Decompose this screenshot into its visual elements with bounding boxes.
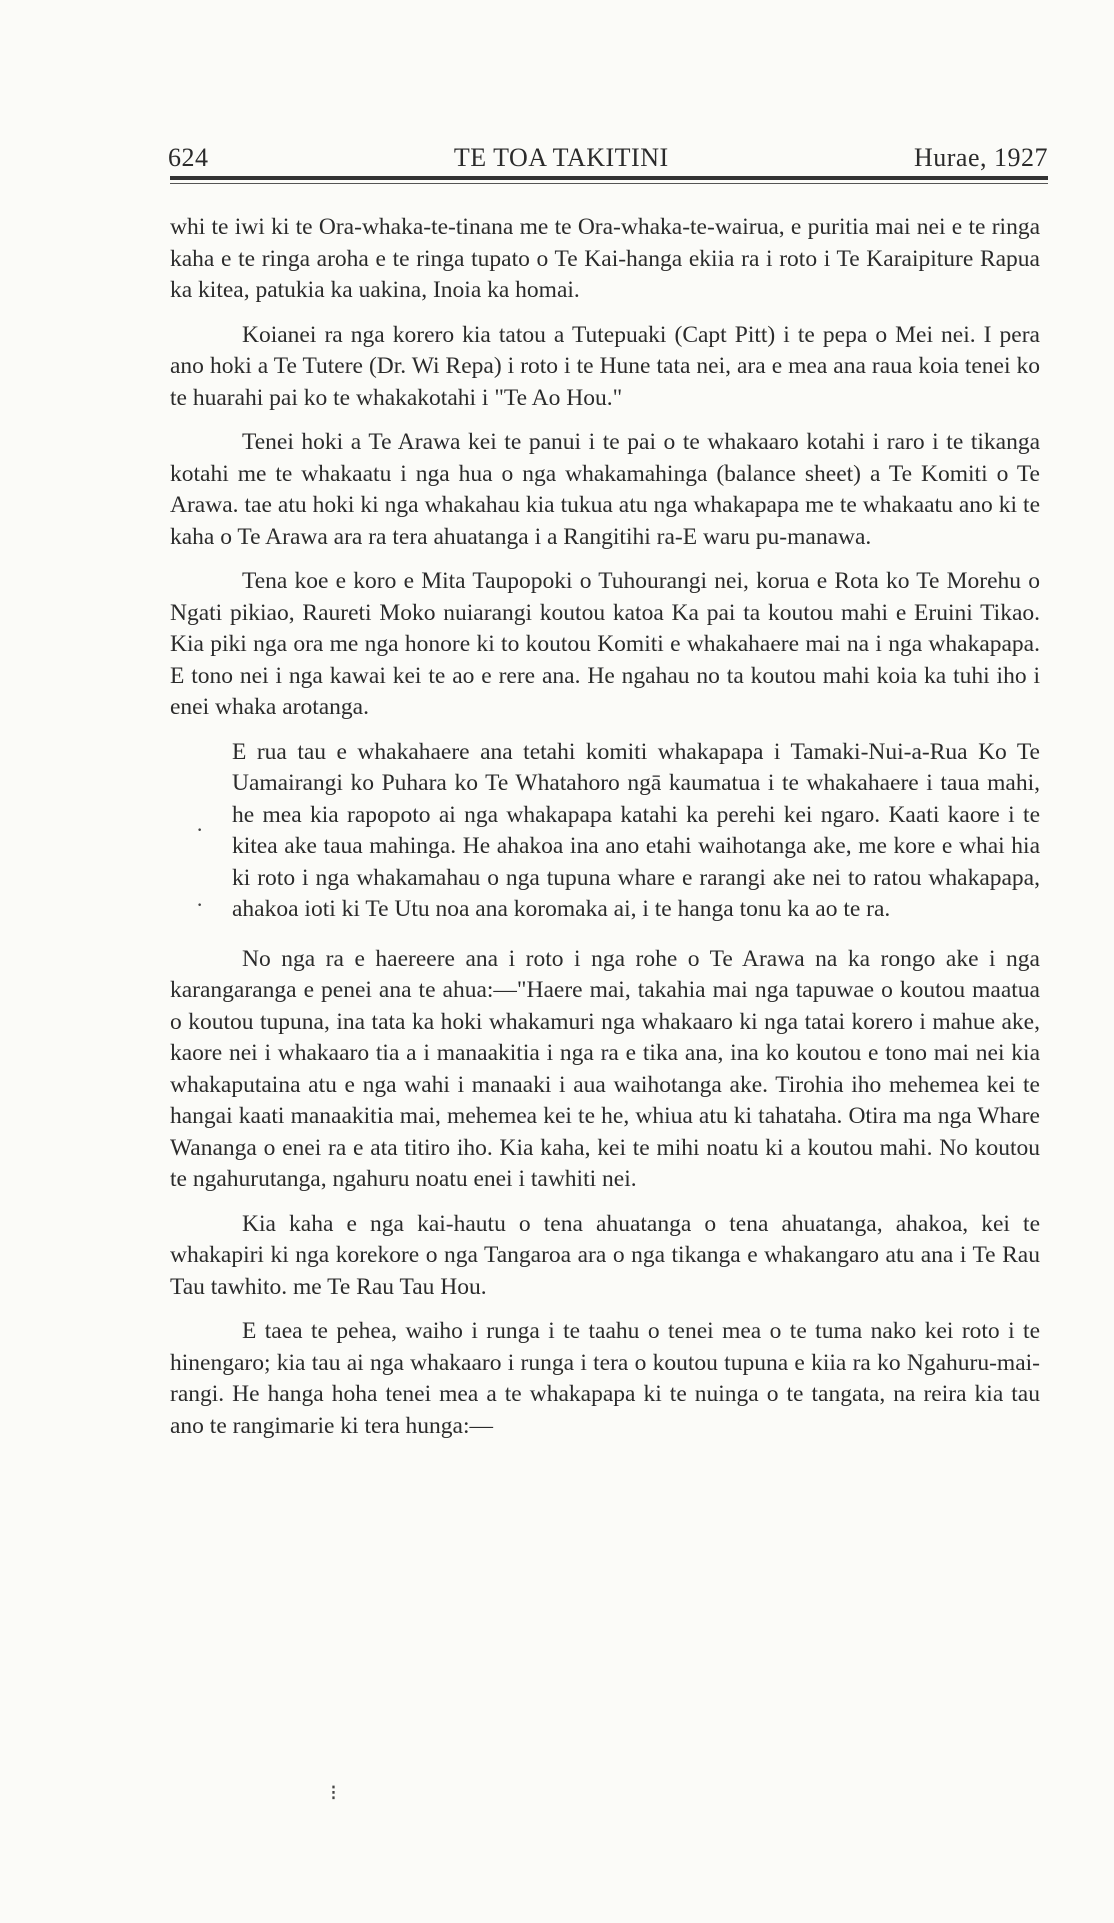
margin-mark: ·	[196, 817, 204, 842]
page-number: 624	[168, 143, 209, 172]
paragraph: No nga ra e haereere ana i roto i nga rohe o Te Arawa na ka rongo ake i nga karangaranga e penei ana te ahua:—"Haere mai, takahia mai nga tapuwae o koutou maatua o koutou tupuna, ina tata ka hoki whakamuri nga whakaaro ki nga tatai korero i mahue ake, kaore nei i whakaaro tia a i manaakitia i nga ra e tika ana, ina ko koutou e tono mai nei kia whakaputaina atu e nga wahi i manaaki i aua waihotanga ake. Tirohia iho mehemea kei te hangai kaati manaakitia mai, mehemea kei te he, whiua atu ki tahataha. Otira ma nga Whare Wananga o enei ra e ata titiro iho. Kia kaha, kei te mihi noatu ki a koutou mahi. No koutou te ngahurutanga, ngahuru noatu enei i tawhiti nei.	[170, 945, 1040, 1192]
paragraph: Koianei ra nga korero kia tatou a Tutepuaki (Capt Pitt) i te pepa o Mei nei. I pera ano hoki a Te Tutere (Dr. Wi Repa) i roto i te Hune tata nei, ara e mea ana raua koia tenei ko te huarahi pai ko te whakakotahi i "Te Ao Hou."	[170, 321, 1040, 411]
stray-ink-mark: ⁝	[330, 1780, 337, 1805]
paragraph: Tena koe e koro e Mita Taupopoki o Tuhourangi nei, korua e Rota ko Te Morehu o Ngati pikiao, Raureti Moko nuiarangi koutou katoa Ka pai ta koutou mahi e Eruini Tikao. Kia piki nga ora me nga honore ki to koutou Komiti e whakahaere mai na i nga whakapapa. E tono nei i nga kawai kei te ao e rere ana. He ngahau no ta koutou mahi koia ka tuhi iho i enei whaka arotanga.	[170, 568, 1040, 720]
paragraph: whi te iwi ki te Ora-whaka-te-tinana me te Ora-whaka-te-wairua, e puritia mai nei e te ringa kaha e te ringa aroha e te ringa tupato o Te Kai-hanga ekiia ra i roto i Te Karaipiture Rapua ka kitea, patukia ka uakina, Inoia ka homai.	[170, 214, 1040, 303]
paragraph: E taea te pehea, waiho i runga i te taahu o tenei mea o te tuma nako kei roto i te hinengaro; kia tau ai nga whakaaro i runga i tera o koutou tupuna e kiia ra ko Ngahuru-mai-rangi. He hanga hoha tenei mea a te whakapapa ki te nuinga o te tangata, na reira kia tau ano te rangimarie ki tera hunga:—	[170, 1318, 1040, 1439]
publication-title: TE TOA TAKITINI	[453, 143, 669, 172]
issue-date: Hurae, 1927	[913, 143, 1048, 172]
indented-block-quote: E rua tau e whakahaere ana tetahi komiti whakapapa i Tamaki-Nui-a-Rua Ko Te Uamairangi ko Puhara ko Te Whatahoro ngā kaumatua i te whakahaere i taua mahi, he mea kia rapopoto ai nga whakapapa katahi ka perehi kei ngaro. Kaati kaore i te kitea ake taua mahinga. He ahakoa ina ano etahi waihotanga ake, me kore e whai hia ki roto i nga whakamahau o nga tupuna whare e rarangi ake nei to ratou whakapapa, ahakoa ioti ki Te Utu noa ana koromaka ai, i te hanga tonu ka ao te ra.	[232, 738, 1040, 922]
margin-mark: ·	[196, 892, 204, 917]
header-rule-thick	[170, 176, 1048, 180]
paragraph: Kia kaha e nga kai-hautu o tena ahuatanga o tena ahuatanga, ahakoa, kei te whakapiri ki nga korekore o nga Tangaroa ara o nga tikanga e whakangaro atu ana i Te Rau Tau tawhito. me Te Rau Tau Hou.	[170, 1210, 1040, 1300]
article-body	[170, 212, 1040, 1455]
header-rule-thin	[170, 183, 1048, 184]
running-header	[168, 143, 1048, 173]
paragraph: Tenei hoki a Te Arawa kei te panui i te pai o te whakaaro kotahi i raro i te tikanga kotahi me te whakaatu i nga hua o nga whakamahinga (balance sheet) a Te Komiti o Te Arawa. tae atu hoki ki nga whakahau kia tukua atu nga whakapapa me te whakaatu ano ki te kaha o Te Arawa ara ra tera ahuatanga i a Rangitihi ra-E waru pu-manawa.	[170, 429, 1040, 550]
